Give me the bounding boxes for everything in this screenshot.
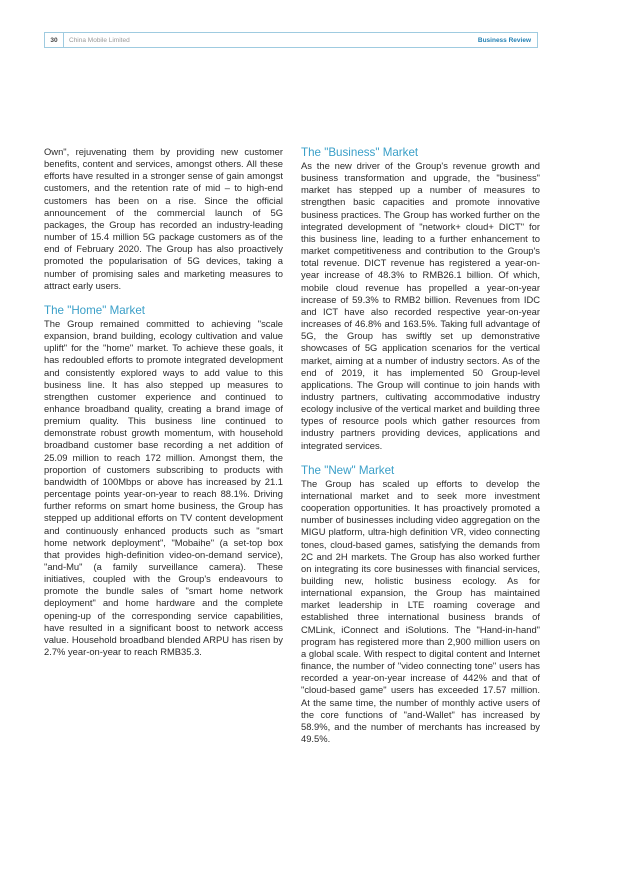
page-number: 30	[45, 33, 64, 47]
section-title: Business Review	[477, 36, 531, 44]
home-market-heading: The "Home" Market	[44, 303, 146, 317]
company-name: China Mobile Limited	[69, 36, 130, 44]
new-market-paragraph: The Group has scaled up efforts to develop the international market and to seek more investment cooperation opportunities. It has proactively promoted a number of businesses including video aggregation on the MIGU platform, ultra-high definition VR, video connecting tones, cloud-based games, satisfying the demands from 2C and 2H markets. The Group has also worked further on integrating its core businesses with financial services, building new, holistic business ecology. As for international expansion, the Group has maintained market leadership in LTE roaming coverage and established three international business brands of CMLink, iConnect and iSolutions. The "Hand-in-hand" program has registered more than 2,900 million users on a global scale. With respect to digital content and Internet finance, the number of "video connecting tone" users has recorded a year-on-year increase of 442% and that of "cloud-based game" users has exceeded 17.57 million. At the same time, the number of monthly active users of the core functions of "and-Wallet" has increased by 58.9%, and the number of merchants has increased by 49.5%.	[301, 477, 540, 745]
business-market-heading: The "Business" Market	[301, 146, 419, 159]
home-market-paragraph: The Group remained committed to achieving "scale expansion, brand building, ecology cultivation and value uplift" for the "home" market. To achieve these goals, it has redoubled efforts to promote integrated development and consistently explored ways to add value to this business line. It has also stepped up measures to strengthen customer experience and continued to enhance broadband quality, creating a brand image of premium quality. This business line continued to demonstrate robust growth momentum, with household broadband customer base recording a net addition of 25.09 million to reach 172 million. Amongst them, the proportion of customers subscribing to products with bandwidth of 100Mbps or above has increased by 21.1 percentage points year-on-year to reach 88.1%. Driving further reforms on smart home business, the Group has stepped up additional efforts on TV content development and continuously enhanced products such as "smart home network deployment", "Mobaihe" (a set-top box that provides high-definition video-on-demand service), "and-Mu" (a family surveillance camera). These initiatives, coupled with the Group's endeavours to promote the bundle sales of "smart home network deployment" and home hardware and the complete opening-up of the corresponding service capabilities, have resulted in a significant boost to network access value. Household broadband blended ARPU has risen by 2.7% year-on-year to reach RMB35.3.	[44, 317, 283, 658]
right-column	[301, 146, 540, 745]
intro-paragraph: Own", rejuvenating them by providing new customer benefits, content and services, amongst others. All these efforts have resulted in a stronger sense of gain amongst customers, and the retention rate of mid – to high-end customers has been on a rise. Since the official announcement of the commercial launch of 5G packages, the Group has recorded an industry-leading number of 15.4 million 5G package customers as of the end of February 2020. The Group has also proactively promoted the popularisation of 5G devices, taking a number of promising sales and marketing measures to attract early users.	[44, 146, 283, 291]
new-market-heading: The "New" Market	[301, 463, 395, 477]
left-column	[44, 146, 283, 658]
page-header	[44, 32, 538, 48]
business-market-paragraph: As the new driver of the Group's revenue growth and business transformation and upgrade, the "business" market has stepped up a number of measures to strengthen basic capacities and promote innovative business practices. The Group has worked further on the integrated development of "network+ cloud+ DICT" for this business line, leading to a further enhancement to market competitiveness and contribution to the Group's total revenue. DICT revenue has registered a year-on-year increase of 48.3% to RMB26.1 billion. Of which, mobile cloud revenue has propelled a year-on-year increase of 59.3% to RMB2 billion. Revenues from IDC and ICT have also recorded respective year-on-year increases of 46.8% and 163.5%. Taking full advantage of 5G, the Group has swiftly set up demonstrative showcases of 5G application scenarios for the vertical market, aiming at a number of industry sectors. As of the end of 2019, it has implemented 50 Group-level applications. The Group will continue to join hands with industry partners, cultivating accommodative industry ecology inclusive of the vertical market and building three types of resource pools which gather resources from industry partners providing devices, applications and integrated services.	[301, 160, 540, 451]
